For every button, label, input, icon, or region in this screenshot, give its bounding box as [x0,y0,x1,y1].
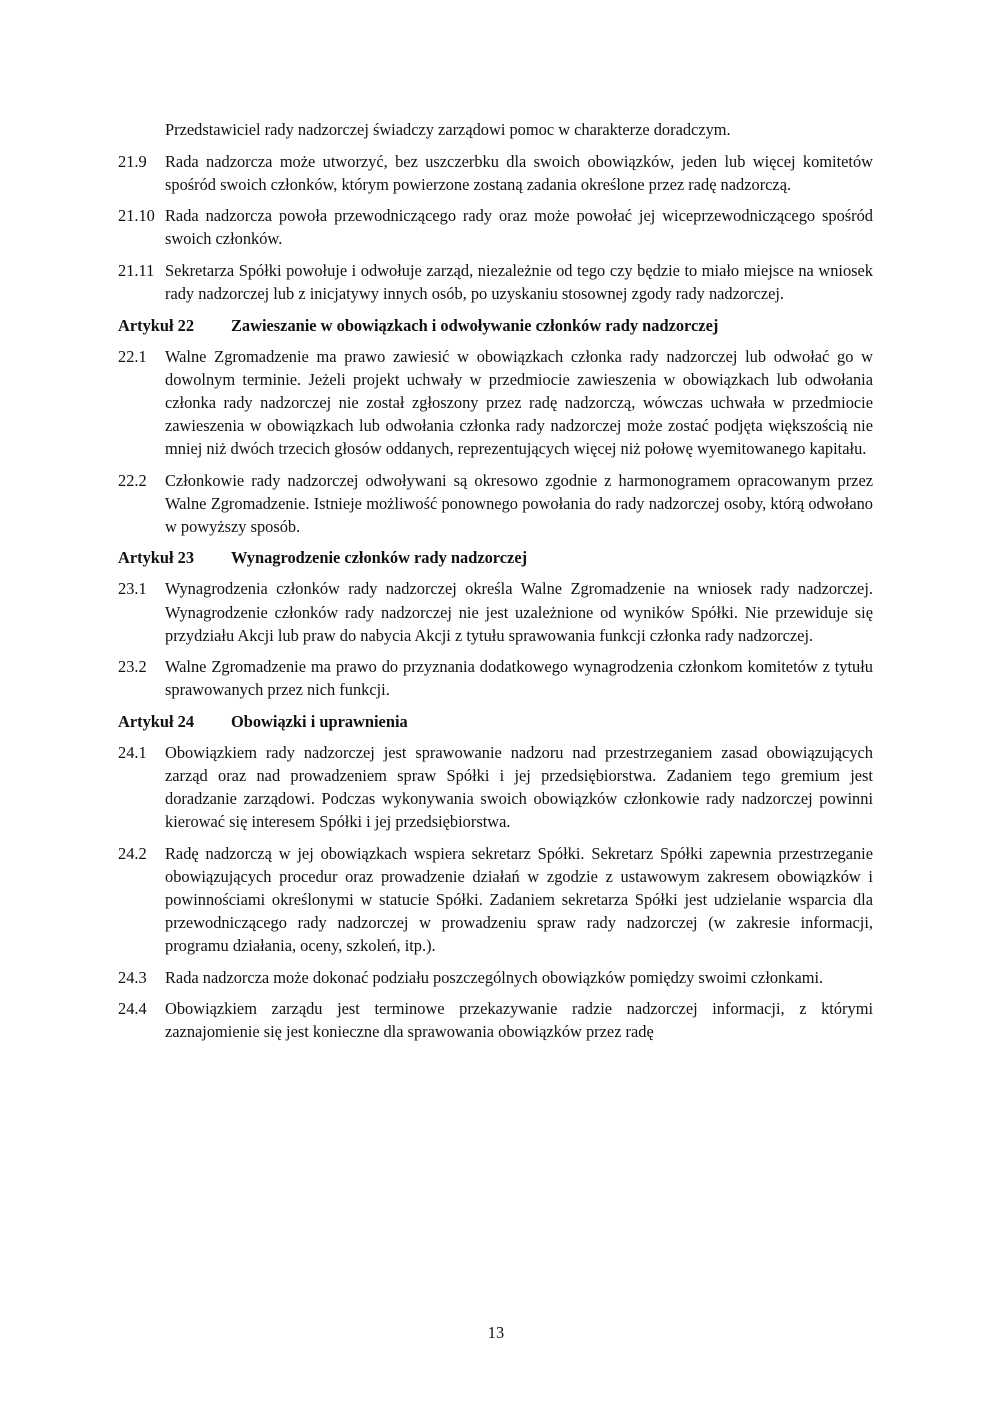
paragraph-text: Obowiązkiem rady nadzorczej jest sprawowanie nadzoru nad przestrzeganiem zasad obowiązujących zarząd oraz nad prowadzeniem spraw Spółki i jej przedsiębiorstwa. Zadaniem tego gremium jest doradzanie zarządowi. Podczas wykonywania swoich obowiązków członkowie rady nadzorczej powinni kierować się interesem Spółki i jej przedsiębiorstwa. [165,742,873,832]
paragraph-text: Przedstawiciel rady nadzorczej świadczy zarządowi pomoc w charakterze doradczym. [165,120,731,139]
paragraph-text: Obowiązkiem zarządu jest terminowe przekazywanie radzie nadzorczej informacji, z którymi zaznajomienie się jest konieczne dla sprawowania obowiązków przez radę [165,999,873,1042]
paragraph-22-1 [118,345,873,460]
paragraph-text: Sekretarza Spółki powołuje i odwołuje zarząd, niezależnie od tego czy będzie to miało miejsce na wniosek rady nadzorczej lub z inicjatywy innych osób, po uzyskaniu stosownej zgody rady nadzorczej. [165,260,873,304]
intro-paragraph [118,118,873,141]
paragraph-text: Rada nadzorcza może dokonać podziału poszczególnych obowiązków pomiędzy swoimi członkami. [165,967,824,987]
paragraph-text: Członkowie rady nadzorczej odwoływani są okresowo zgodnie z harmonogramem opracowanym przez Walne Zgromadzenie. Istnieje możliwość ponownego powołania do rady nadzorczej osoby, którą odwołano w powyższy sposób. [165,470,873,536]
paragraph-number: 22.1 [118,346,147,366]
paragraph-24-1 [118,741,873,833]
paragraph-number: 24.1 [118,742,147,762]
article-title: Obowiązki i uprawnienia [231,711,408,731]
paragraph-text: Rada nadzorcza powoła przewodniczącego rady oraz może powołać jej wiceprzewodniczącego spośród swoich członków. [165,206,873,249]
paragraph-24-2 [118,842,873,957]
paragraph-number: 24.2 [118,843,147,863]
paragraph-number: 24.3 [118,967,147,987]
paragraph-number: 24.4 [118,999,147,1019]
paragraph-number: 22.2 [118,470,147,490]
paragraph-24-4 [118,997,873,1043]
article-title: Zawieszanie w obowiązkach i odwoływanie członków rady nadzorczej [231,315,719,335]
paragraph-text: Walne Zgromadzenie ma prawo zawiesić w obowiązkach członka rady nadzorczej lub odwołać go w dowolnym terminie. Jeżeli projekt uchwały w przedmiocie zawieszenia w obowiązkach lub odwołania członka rady nadzorczej nie został zgłoszony przez radę nadzorczą, wówczas uchwała w przedmiocie zawieszenia w obowiązkach lub odwołania członka rady nadzorczej może zostać podjęta większością nie mniej niż dwóch trzecich głosów oddanych, reprezentujących więcej niż połowę wyemitowanego kapitału. [165,346,873,459]
paragraph-21-10 [118,204,873,250]
article-number: Artykuł 22 [118,315,195,335]
paragraph-21-11 [118,259,873,305]
article-number: Artykuł 23 [118,548,195,568]
paragraph-21-9 [118,150,873,196]
paragraph-number: 23.1 [118,579,147,599]
paragraph-24-3 [118,966,873,989]
article-title: Wynagrodzenie członków rady nadzorczej [231,548,528,568]
article-heading-22 [118,314,873,337]
paragraph-23-1 [118,577,873,646]
paragraph-number: 21.10 [118,206,155,226]
paragraph-number: 23.2 [118,657,147,677]
paragraph-number: 21.9 [118,151,147,171]
paragraph-text: Rada nadzorcza może utworzyć, bez uszczerbku dla swoich obowiązków, jeden lub więcej komitetów spośród swoich członków, którym powierzone zostaną zadania określone przez radę nadzorczą. [165,151,873,194]
article-heading-24 [118,710,873,733]
paragraph-text: Walne Zgromadzenie ma prawo do przyznania dodatkowego wynagrodzenia członkom komitetów z tytułu sprawowanych przez nich funkcji. [165,657,873,700]
paragraph-23-2 [118,655,873,701]
article-number: Artykuł 24 [118,711,195,731]
paragraph-text: Wynagrodzenia członków rady nadzorczej określa Walne Zgromadzenie na wniosek rady nadzorczej. Wynagrodzenie członków rady nadzorczej nie jest uzależnione od wyników Spółki. Nie przewiduje się przydziału Akcji lub praw do nabycia Akcji z tytułu sprawowania funkcji członka rady nadzorczej. [165,579,873,645]
article-heading-23 [118,546,873,569]
page-number: 13 [487,1323,505,1342]
document-page [118,118,873,1052]
paragraph-22-2 [118,469,873,538]
paragraph-text: Radę nadzorczą w jej obowiązkach wspiera sekretarz Spółki. Sekretarz Spółki zapewnia przestrzeganie obowiązujących procedur oraz prowadzenie działań w zgodzie z ustawowym zakresem obowiązków i powinnościami określonymi w statucie Spółki. Zadaniem sekretarza Spółki jest udzielanie wsparcia dla przewodniczącego rady nadzorczej w prowadzeniu spraw rady nadzorczej (w zakresie informacji, programu działania, oceny, szkoleń, itp.). [165,843,873,956]
paragraph-number: 21.11 [118,260,155,280]
